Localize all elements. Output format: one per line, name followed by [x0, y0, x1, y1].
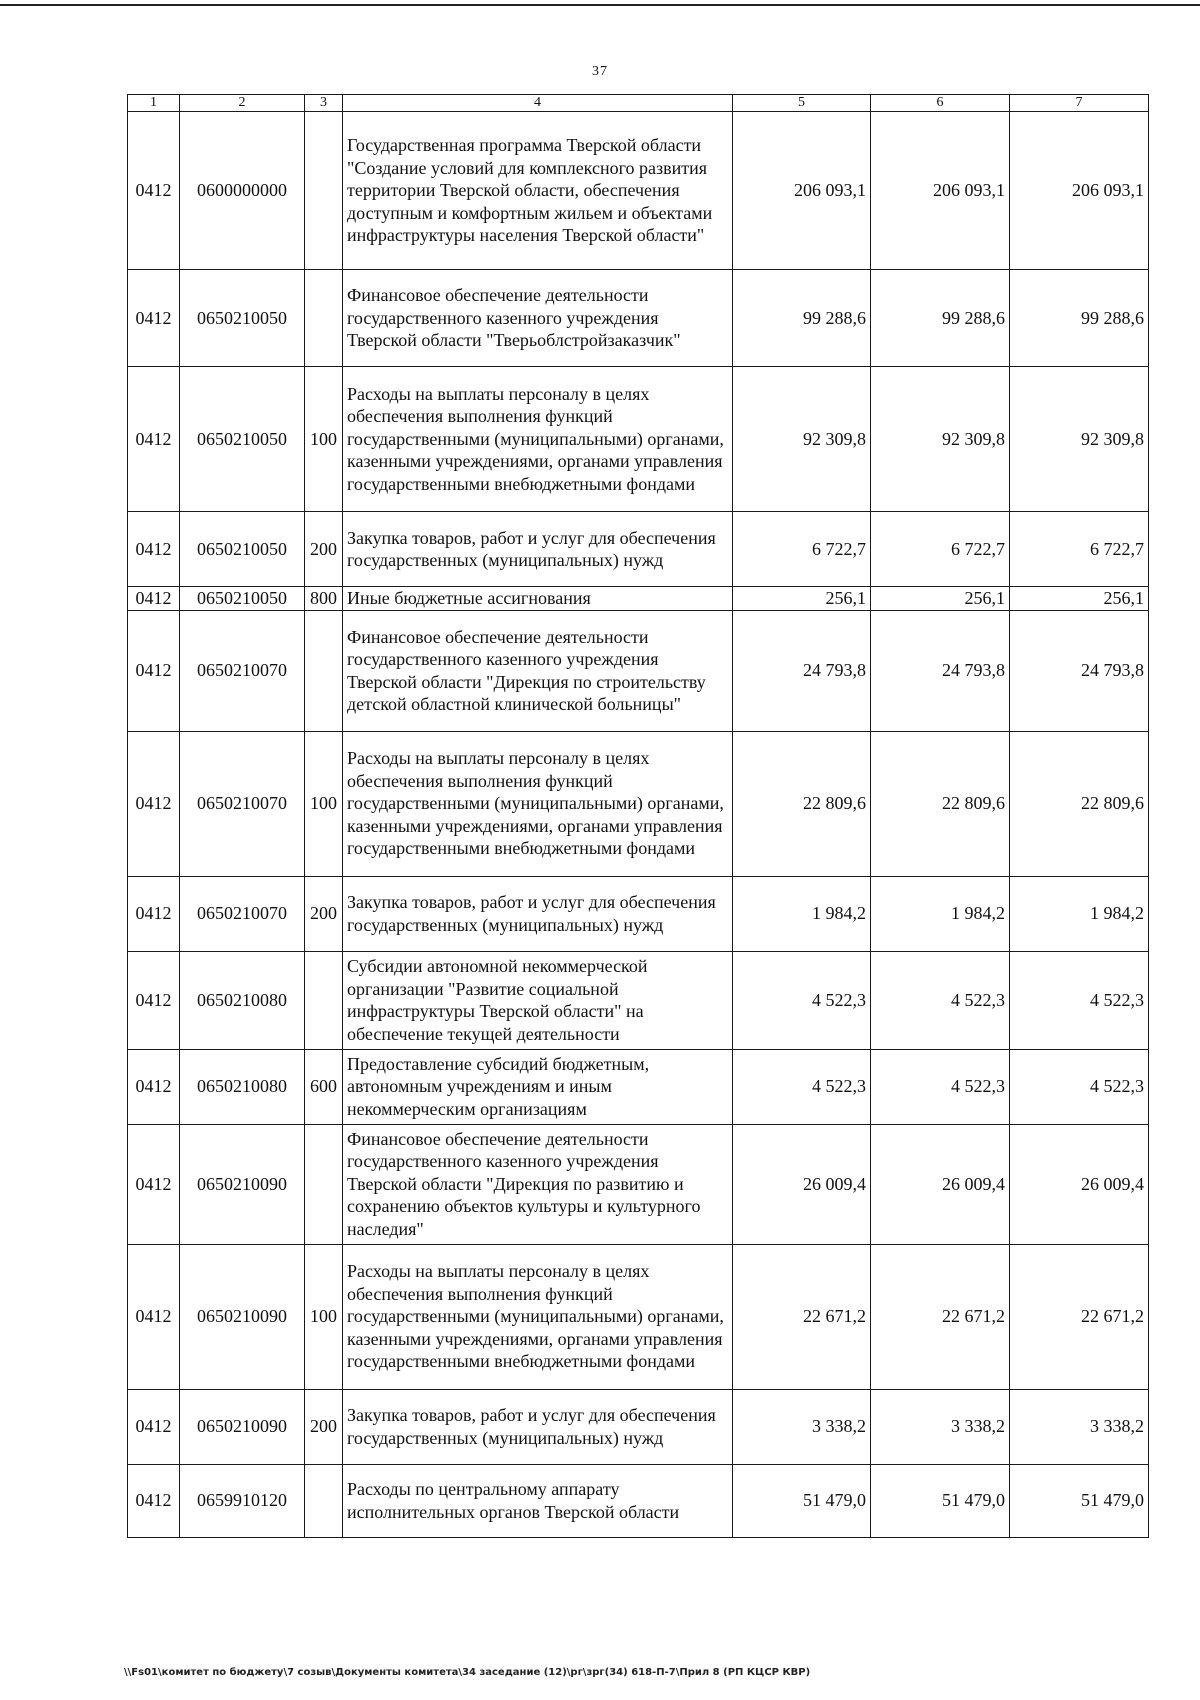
- target-code: 0650210090: [180, 1124, 305, 1244]
- amount-col-6: 51 479,0: [871, 1464, 1010, 1537]
- item-name: Субсидии автономной некоммерческой организации "Развитие социальной инфраструктуры Тверской области" на обеспечение текущей деятельности: [343, 951, 733, 1049]
- table-row: [128, 1464, 1149, 1537]
- table-row: [128, 876, 1149, 951]
- section-code: 0412: [128, 512, 180, 587]
- target-code: 0600000000: [180, 112, 305, 270]
- expense-type: 800: [305, 587, 343, 611]
- target-code: 0659910120: [180, 1464, 305, 1537]
- target-code: 0650210090: [180, 1389, 305, 1464]
- amount-col-6: 22 809,6: [871, 731, 1010, 876]
- table-row: [128, 1124, 1149, 1244]
- table-row: [128, 951, 1149, 1049]
- amount-col-7: 26 009,4: [1010, 1124, 1149, 1244]
- amount-col-5: 6 722,7: [733, 512, 871, 587]
- table-row: [128, 1049, 1149, 1124]
- item-name: Закупка товаров, работ и услуг для обеспечения государственных (муниципальных) нужд: [343, 512, 733, 587]
- table-row: [128, 512, 1149, 587]
- table-row: [128, 367, 1149, 512]
- amount-col-6: 1 984,2: [871, 876, 1010, 951]
- target-code: 0650210070: [180, 731, 305, 876]
- amount-col-7: 1 984,2: [1010, 876, 1149, 951]
- section-code: 0412: [128, 1244, 180, 1389]
- amount-col-6: 24 793,8: [871, 610, 1010, 731]
- item-name: Финансовое обеспечение деятельности государственного казенного учреждения Тверской области "Дирекция по развитию и сохранению объектов культуры и культурного наследия": [343, 1124, 733, 1244]
- section-code: 0412: [128, 112, 180, 270]
- table-header-row: [128, 95, 1149, 112]
- budget-table: [127, 94, 1149, 1538]
- item-name: Финансовое обеспечение деятельности государственного казенного учреждения Тверской области "Тверьоблстройзаказчик": [343, 270, 733, 367]
- amount-col-6: 22 671,2: [871, 1244, 1010, 1389]
- item-name: Предоставление субсидий бюджетным, автономным учреждениям и иным некоммерческим организациям: [343, 1049, 733, 1124]
- expense-type: [305, 951, 343, 1049]
- amount-col-7: 3 338,2: [1010, 1389, 1149, 1464]
- expense-type: [305, 610, 343, 731]
- section-code: 0412: [128, 610, 180, 731]
- amount-col-5: 4 522,3: [733, 951, 871, 1049]
- table-row: [128, 112, 1149, 270]
- item-name: Расходы по центральному аппарату исполнительных органов Тверской области: [343, 1464, 733, 1537]
- amount-col-5: 51 479,0: [733, 1464, 871, 1537]
- target-code: 0650210080: [180, 951, 305, 1049]
- header-col-2: 2: [180, 95, 305, 112]
- amount-col-7: 51 479,0: [1010, 1464, 1149, 1537]
- target-code: 0650210070: [180, 610, 305, 731]
- item-name: Закупка товаров, работ и услуг для обеспечения государственных (муниципальных) нужд: [343, 1389, 733, 1464]
- expense-type: [305, 1124, 343, 1244]
- table-row: [128, 1244, 1149, 1389]
- amount-col-5: 4 522,3: [733, 1049, 871, 1124]
- table-row: [128, 1389, 1149, 1464]
- amount-col-6: 206 093,1: [871, 112, 1010, 270]
- header-col-5: 5: [733, 95, 871, 112]
- amount-col-5: 26 009,4: [733, 1124, 871, 1244]
- amount-col-6: 4 522,3: [871, 1049, 1010, 1124]
- amount-col-5: 92 309,8: [733, 367, 871, 512]
- amount-col-5: 256,1: [733, 587, 871, 611]
- section-code: 0412: [128, 1124, 180, 1244]
- amount-col-7: 4 522,3: [1010, 951, 1149, 1049]
- amount-col-5: 99 288,6: [733, 270, 871, 367]
- section-code: 0412: [128, 951, 180, 1049]
- expense-type: 200: [305, 512, 343, 587]
- item-name: Расходы на выплаты персоналу в целях обеспечения выполнения функций государственными (муниципальными) органами, казенными учреждениями, органами управления государственными внебюджетными фондами: [343, 731, 733, 876]
- amount-col-6: 3 338,2: [871, 1389, 1010, 1464]
- expense-type: [305, 112, 343, 270]
- item-name: Закупка товаров, работ и услуг для обеспечения государственных (муниципальных) нужд: [343, 876, 733, 951]
- section-code: 0412: [128, 1389, 180, 1464]
- page-number: 37: [592, 64, 608, 79]
- target-code: 0650210050: [180, 512, 305, 587]
- target-code: 0650210080: [180, 1049, 305, 1124]
- table-row: [128, 610, 1149, 731]
- amount-col-5: 22 809,6: [733, 731, 871, 876]
- amount-col-6: 99 288,6: [871, 270, 1010, 367]
- amount-col-6: 26 009,4: [871, 1124, 1010, 1244]
- table-row: [128, 731, 1149, 876]
- amount-col-7: 4 522,3: [1010, 1049, 1149, 1124]
- amount-col-5: 1 984,2: [733, 876, 871, 951]
- amount-col-7: 24 793,8: [1010, 610, 1149, 731]
- expense-type: 200: [305, 876, 343, 951]
- expense-type: [305, 270, 343, 367]
- amount-col-6: 92 309,8: [871, 367, 1010, 512]
- target-code: 0650210090: [180, 1244, 305, 1389]
- amount-col-7: 92 309,8: [1010, 367, 1149, 512]
- target-code: 0650210050: [180, 367, 305, 512]
- target-code: 0650210050: [180, 270, 305, 367]
- expense-type: 100: [305, 367, 343, 512]
- amount-col-7: 256,1: [1010, 587, 1149, 611]
- section-code: 0412: [128, 1049, 180, 1124]
- section-code: 0412: [128, 587, 180, 611]
- section-code: 0412: [128, 367, 180, 512]
- table-row: [128, 587, 1149, 611]
- item-name: Финансовое обеспечение деятельности государственного казенного учреждения Тверской области "Дирекция по строительству детской областной клинической больницы": [343, 610, 733, 731]
- item-name: Расходы на выплаты персоналу в целях обеспечения выполнения функций государственными (муниципальными) органами, казенными учреждениями, органами управления государственными внебюджетными фондами: [343, 1244, 733, 1389]
- item-name: Государственная программа Тверской области "Создание условий для комплексного развития территории Тверской области, обеспечения доступным и комфортным жильем и объектами инфраструктуры населения Тверской области": [343, 112, 733, 270]
- header-col-3: 3: [305, 95, 343, 112]
- section-code: 0412: [128, 876, 180, 951]
- table-row: [128, 270, 1149, 367]
- expense-type: [305, 1464, 343, 1537]
- expense-type: 200: [305, 1389, 343, 1464]
- amount-col-5: 24 793,8: [733, 610, 871, 731]
- target-code: 0650210050: [180, 587, 305, 611]
- amount-col-5: 22 671,2: [733, 1244, 871, 1389]
- amount-col-6: 4 522,3: [871, 951, 1010, 1049]
- amount-col-7: 6 722,7: [1010, 512, 1149, 587]
- amount-col-7: 22 809,6: [1010, 731, 1149, 876]
- item-name: Иные бюджетные ассигнования: [343, 587, 733, 611]
- amount-col-5: 3 338,2: [733, 1389, 871, 1464]
- section-code: 0412: [128, 270, 180, 367]
- page-top-border: [0, 4, 1200, 6]
- header-col-6: 6: [871, 95, 1010, 112]
- expense-type: 100: [305, 731, 343, 876]
- amount-col-7: 22 671,2: [1010, 1244, 1149, 1389]
- target-code: 0650210070: [180, 876, 305, 951]
- amount-col-5: 206 093,1: [733, 112, 871, 270]
- header-col-7: 7: [1010, 95, 1149, 112]
- footer-file-path: \\Fs01\комитет по бюджету\7 созыв\Документы комитета\34 заседание (12)\рг\зрг(34) 618-П-7\Прил 8 (РП КЦСР КВР): [124, 1667, 811, 1678]
- section-code: 0412: [128, 731, 180, 876]
- amount-col-7: 99 288,6: [1010, 270, 1149, 367]
- header-col-4: 4: [343, 95, 733, 112]
- amount-col-6: 256,1: [871, 587, 1010, 611]
- header-col-1: 1: [128, 95, 180, 112]
- item-name: Расходы на выплаты персоналу в целях обеспечения выполнения функций государственными (муниципальными) органами, казенными учреждениями, органами управления государственными внебюджетными фондами: [343, 367, 733, 512]
- section-code: 0412: [128, 1464, 180, 1537]
- expense-type: 600: [305, 1049, 343, 1124]
- amount-col-7: 206 093,1: [1010, 112, 1149, 270]
- amount-col-6: 6 722,7: [871, 512, 1010, 587]
- expense-type: 100: [305, 1244, 343, 1389]
